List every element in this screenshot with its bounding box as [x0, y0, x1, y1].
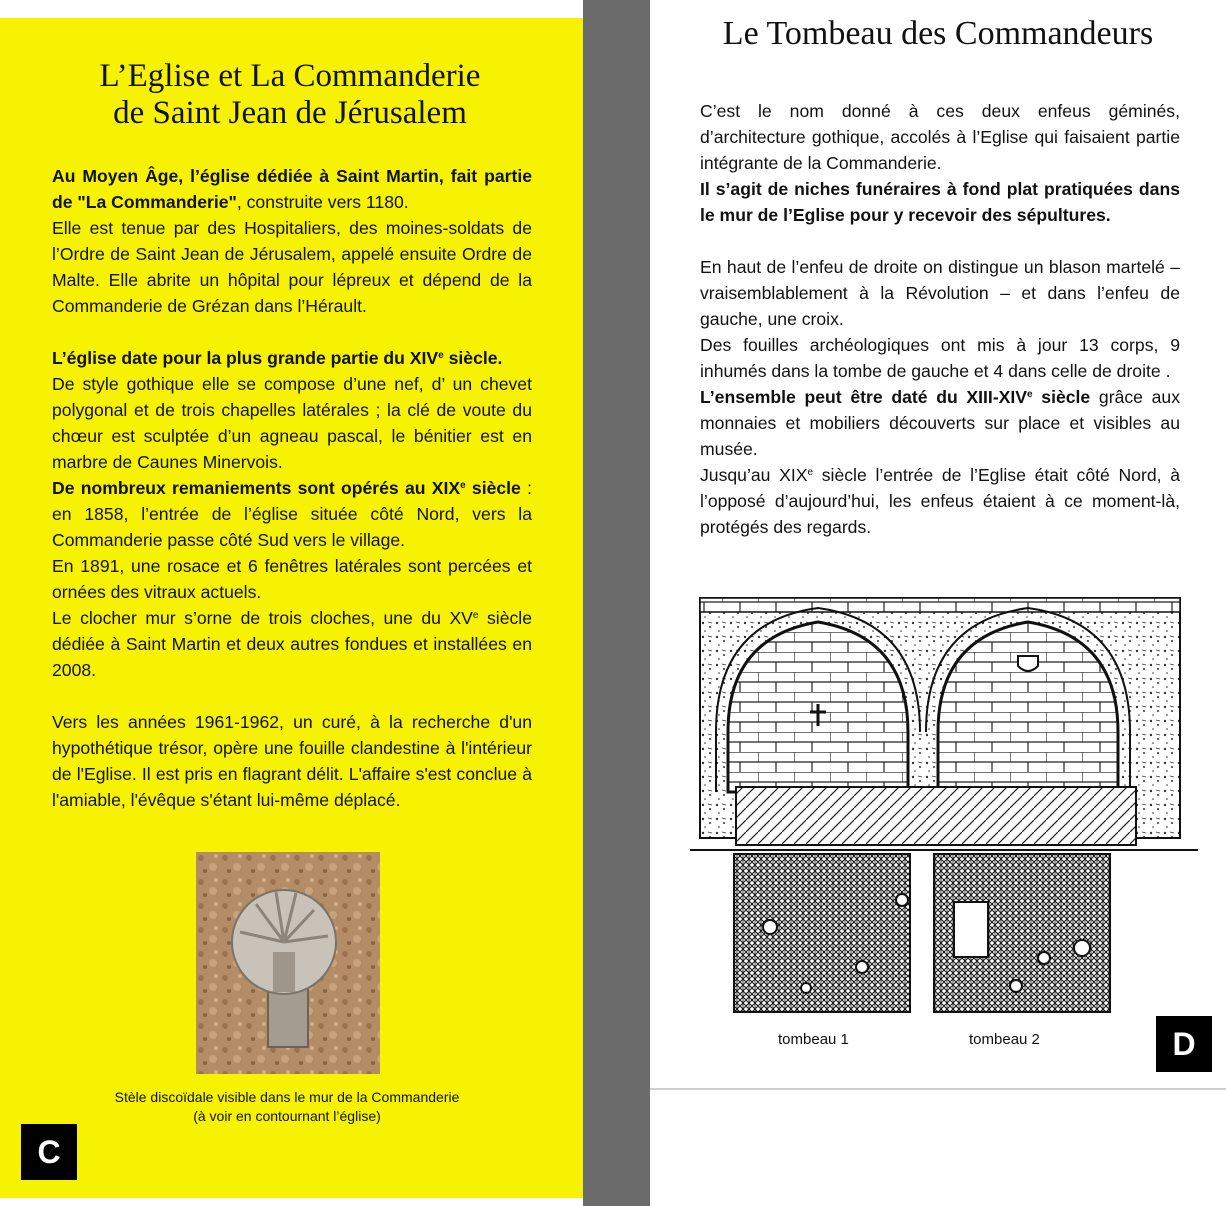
superscript-e: e [807, 467, 814, 478]
tombeau-drawing [686, 592, 1206, 1022]
paragraph-clocher-start: Le clocher mur s’orne de trois cloches, une du XV [52, 608, 473, 628]
stele-photo [196, 852, 380, 1074]
paragraph-remaniements-bold: De nombreux remaniements sont opérés au XIX [52, 478, 461, 498]
paragraph-clocher [52, 605, 532, 683]
superscript-e: e [472, 610, 479, 621]
tombeau-2-label: tombeau 2 [969, 1031, 1040, 1048]
tombeau-1-label: tombeau 1 [778, 1031, 849, 1048]
paragraph-remaniements-rest: : en 1858, l’entrée de l’église située côté Nord, vers la Commanderie passe côté Sud vers le village. [52, 478, 533, 550]
paragraph-entree [700, 462, 1180, 540]
enfeus-architectural-drawing [686, 592, 1206, 1022]
paragraph-moyen-age-bold: Au Moyen Âge, l’église dédiée à Saint Martin, fait partie de "La Commanderie" [52, 166, 532, 212]
paragraph-eglise-date-bold-end: siècle. [443, 348, 503, 368]
paragraph-eglise-date [52, 345, 532, 371]
page-divider [583, 0, 650, 1206]
panel-c-badge: C [21, 1124, 77, 1180]
paragraph-datation-bold: L’ensemble peut être daté du XIII-XIV [700, 387, 1028, 407]
panel-c-title [40, 58, 540, 132]
paragraph-remaniements-bold-end: siècle [465, 478, 521, 498]
panel-c-title-line2: de Saint Jean de Jérusalem [113, 95, 467, 131]
paragraph-entree-end: siècle l’entrée de l’Eglise était côté Nord, à l’opposé d’aujourd’hui, les enfeus étaient à ce moment-là, protégés des regards. [700, 465, 1180, 537]
panel-c-title-line1: L’Eglise et La Commanderie [99, 58, 481, 94]
paragraph-fouilles: Des fouilles archéologiques ont mis à jour 13 corps, 9 inhumés dans la tombe de gauche et 4 dans celle de droite . [700, 335, 1180, 381]
superscript-e: e [438, 350, 444, 361]
panel-d-body [700, 98, 1180, 540]
paragraph-clocher-end: siècle dédiée à Saint Martin et deux autres fondues et installées en 2008. [52, 608, 532, 680]
paragraph-moyen-age [52, 163, 532, 215]
paragraph-datation-rest: grâce aux monnaies et mobiliers découverts sur place et visibles au musée. [700, 387, 1180, 459]
paragraph-datation [700, 384, 1180, 462]
paragraph-nom: C’est le nom donné à ces deux enfeus géminés, d’architecture gothique, accolés à l’Eglise qui faisaient partie intégrante de la Commanderie. [700, 101, 1180, 173]
paragraph-remaniements [52, 475, 532, 553]
paragraph-rosace: En 1891, une rosace et 6 fenêtres latérales sont percées et ornées des vitraux actuels. [52, 556, 532, 602]
paragraph-niches [700, 176, 1180, 228]
panel-d-title: Le Tombeau des Commandeurs [722, 15, 1154, 52]
paragraph-style-gothique: De style gothique elle se compose d’une nef, d’ un chevet polygonal et de trois chapelles latérales ; la clé de voute du chœur est sculptée d’un agneau pascal, le bénitier est en marbre de Caunes Minervois. [52, 374, 532, 472]
panel-c-body [52, 163, 532, 813]
paragraph-moyen-age-rest: , construite vers 1180. [236, 192, 409, 212]
superscript-e: e [1027, 389, 1033, 400]
stele-caption-line2: (à voir en contournant l’église) [193, 1108, 381, 1124]
paragraph-niches-bold: Il s’agit de niches funéraires à fond plat pratiquées dans le mur de l’Eglise pour y recevoir des sépultures. [700, 179, 1180, 225]
paragraph-datation-bold-end: siècle [1032, 387, 1091, 407]
stele-discoidale-image [196, 852, 380, 1074]
paragraph-cure: Vers les années 1961-1962, un curé, à la recherche d'un hypothétique trésor, opère une fouille clandestine à l'intérieur de l'Eglise. Il est pris en flagrant délit. L'affaire s'est conclue à l'amiable, l'évêque s'étant lui-même déplacé. [52, 712, 532, 810]
paragraph-blason: En haut de l’enfeu de droite on distingue un blason martelé – vraisemblablement à la Révolution – et dans l’enfeu de gauche, une croix. [700, 257, 1180, 329]
paragraph-eglise-date-bold: L’église date pour la plus grande partie du XIV [52, 348, 439, 368]
stele-caption [40, 1088, 534, 1126]
panel-d-badge: D [1156, 1016, 1212, 1072]
stele-caption-line1: Stèle discoïdale visible dans le mur de la Commanderie [114, 1089, 460, 1105]
paragraph-hospitaliers: Elle est tenue par des Hospitaliers, des moines-soldats de l’Ordre de Saint Jean de Jérusalem, appelé ensuite Ordre de Malte. Elle abrite un hôpital pour lépreux et dépend de la Commanderie de Grézan dans l’Hérault. [52, 218, 532, 316]
paragraph-entree-start: Jusqu’au XIX [700, 465, 808, 485]
superscript-e: e [460, 480, 466, 491]
